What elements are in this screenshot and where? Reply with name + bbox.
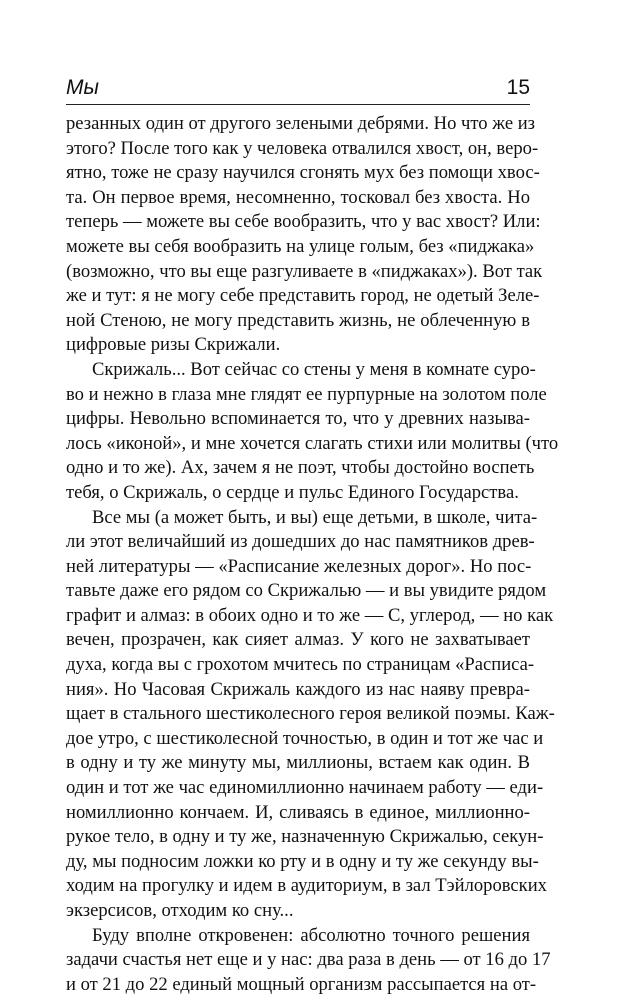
text-line: ду, мы подносим ложки ко рту и в одну и ту же секунду вы-: [66, 850, 539, 872]
text-line: вечен, прозрачен, как сияет алмаз. У кого не захватывает: [66, 629, 530, 651]
text-line: тебя, о Скрижаль, о сердце и пульс Единого Государства.: [66, 481, 519, 503]
text-line: графит и алмаз: в обоих одно и то же — С, углерод, — но как: [66, 604, 554, 626]
book-title: Мы: [66, 76, 99, 99]
paragraph: [66, 506, 555, 924]
text-line: Буду вполне откровенен: абсолютно точного решения: [92, 924, 530, 946]
text-line: этого? После того как у человека отвалился хвост, он, веро-: [66, 137, 539, 159]
text-line: Скрижаль... Вот сейчас со стены у меня в комнате суро-: [92, 358, 536, 380]
text-line: ной Стеною, не могу представить жизнь, не облеченную в: [66, 309, 530, 331]
text-line: один и тот же час единомиллионно начинаем работу — еди-: [66, 777, 544, 799]
text-line: (возможно, что вы еще разгуливаете в «пиджаках»). Вот так: [66, 260, 543, 282]
paragraph: [66, 112, 543, 358]
text-line: ней литературы — «Расписание железных дорог». Но пос-: [66, 555, 532, 577]
text-line: цифровые ризы Скрижали.: [66, 334, 281, 356]
paragraph: [66, 924, 551, 998]
text-line: ния». Но Часовая Скрижаль каждого из нас наяву превра-: [66, 678, 530, 700]
text-line: ли этот величайший из дошедших до нас памятников древ-: [66, 531, 535, 553]
text-line: цифры. Невольно вспоминается то, что у древних называ-: [66, 408, 530, 430]
body-text: [66, 112, 559, 997]
text-line: можете вы себя вообразить на улице голым, без «пиджака»: [66, 235, 535, 257]
text-line: одно и то же). Ах, зачем я не поэт, чтобы достойно воспеть: [66, 457, 535, 479]
text-line: тавьте даже его рядом со Скрижалью — и вы увидите рядом: [66, 580, 547, 602]
text-line: задачи счастья нет еще и у нас: два раза в день — от 16 до 17: [66, 949, 551, 971]
text-line: теперь — можете вы себе вообразить, что у вас хвост? Или:: [66, 211, 541, 233]
text-line: лось «иконой», и мне хочется слагать стихи или молитвы (что: [66, 432, 559, 454]
text-line: духа, когда вы с грохотом мчитесь по страницам «Расписа-: [66, 654, 535, 676]
text-line: рукое тело, в одну и ту же, назначенную Скрижалью, секун-: [66, 826, 544, 848]
text-line: щает в стального шестиколесного героя великой поэмы. Каж-: [66, 703, 555, 725]
text-line: в одну и ту же минуту мы, миллионы, встаем как один. В: [66, 752, 530, 774]
text-line: номиллионно кончаем. И, сливаясь в единое, миллионно-: [66, 801, 530, 823]
running-header: [66, 70, 530, 105]
text-line: же и тут: я не могу себе представить город, не одетый Зеле-: [66, 285, 540, 307]
text-line: та. Он первое время, несомненно, тосковал без хвоста. Но: [66, 186, 530, 208]
text-line: дое утро, с шестиколесной точностью, в один и тот же час и: [66, 727, 544, 749]
text-line: Все мы (а может быть, и вы) еще детьми, в школе, чита-: [92, 506, 538, 528]
text-line: экзерсисов, отходим ко сну...: [66, 900, 294, 921]
page-number: 15: [506, 76, 530, 99]
text-line: резанных один от другого зелеными дебрями. Но что же из: [66, 113, 536, 134]
text-line: ходим на прогулку и идем в аудиториум, в зал Тэйлоровских: [66, 875, 547, 897]
text-line: и от 21 до 22 единый мощный организм рассыпается на от-: [66, 973, 537, 995]
text-line: ятно, тоже не сразу научился сгонять мух без помощи хвос-: [66, 162, 540, 184]
paragraph: [66, 358, 559, 506]
text-line: во и нежно в глаза мне глядят ее пурпурные на золотом поле: [66, 383, 547, 405]
